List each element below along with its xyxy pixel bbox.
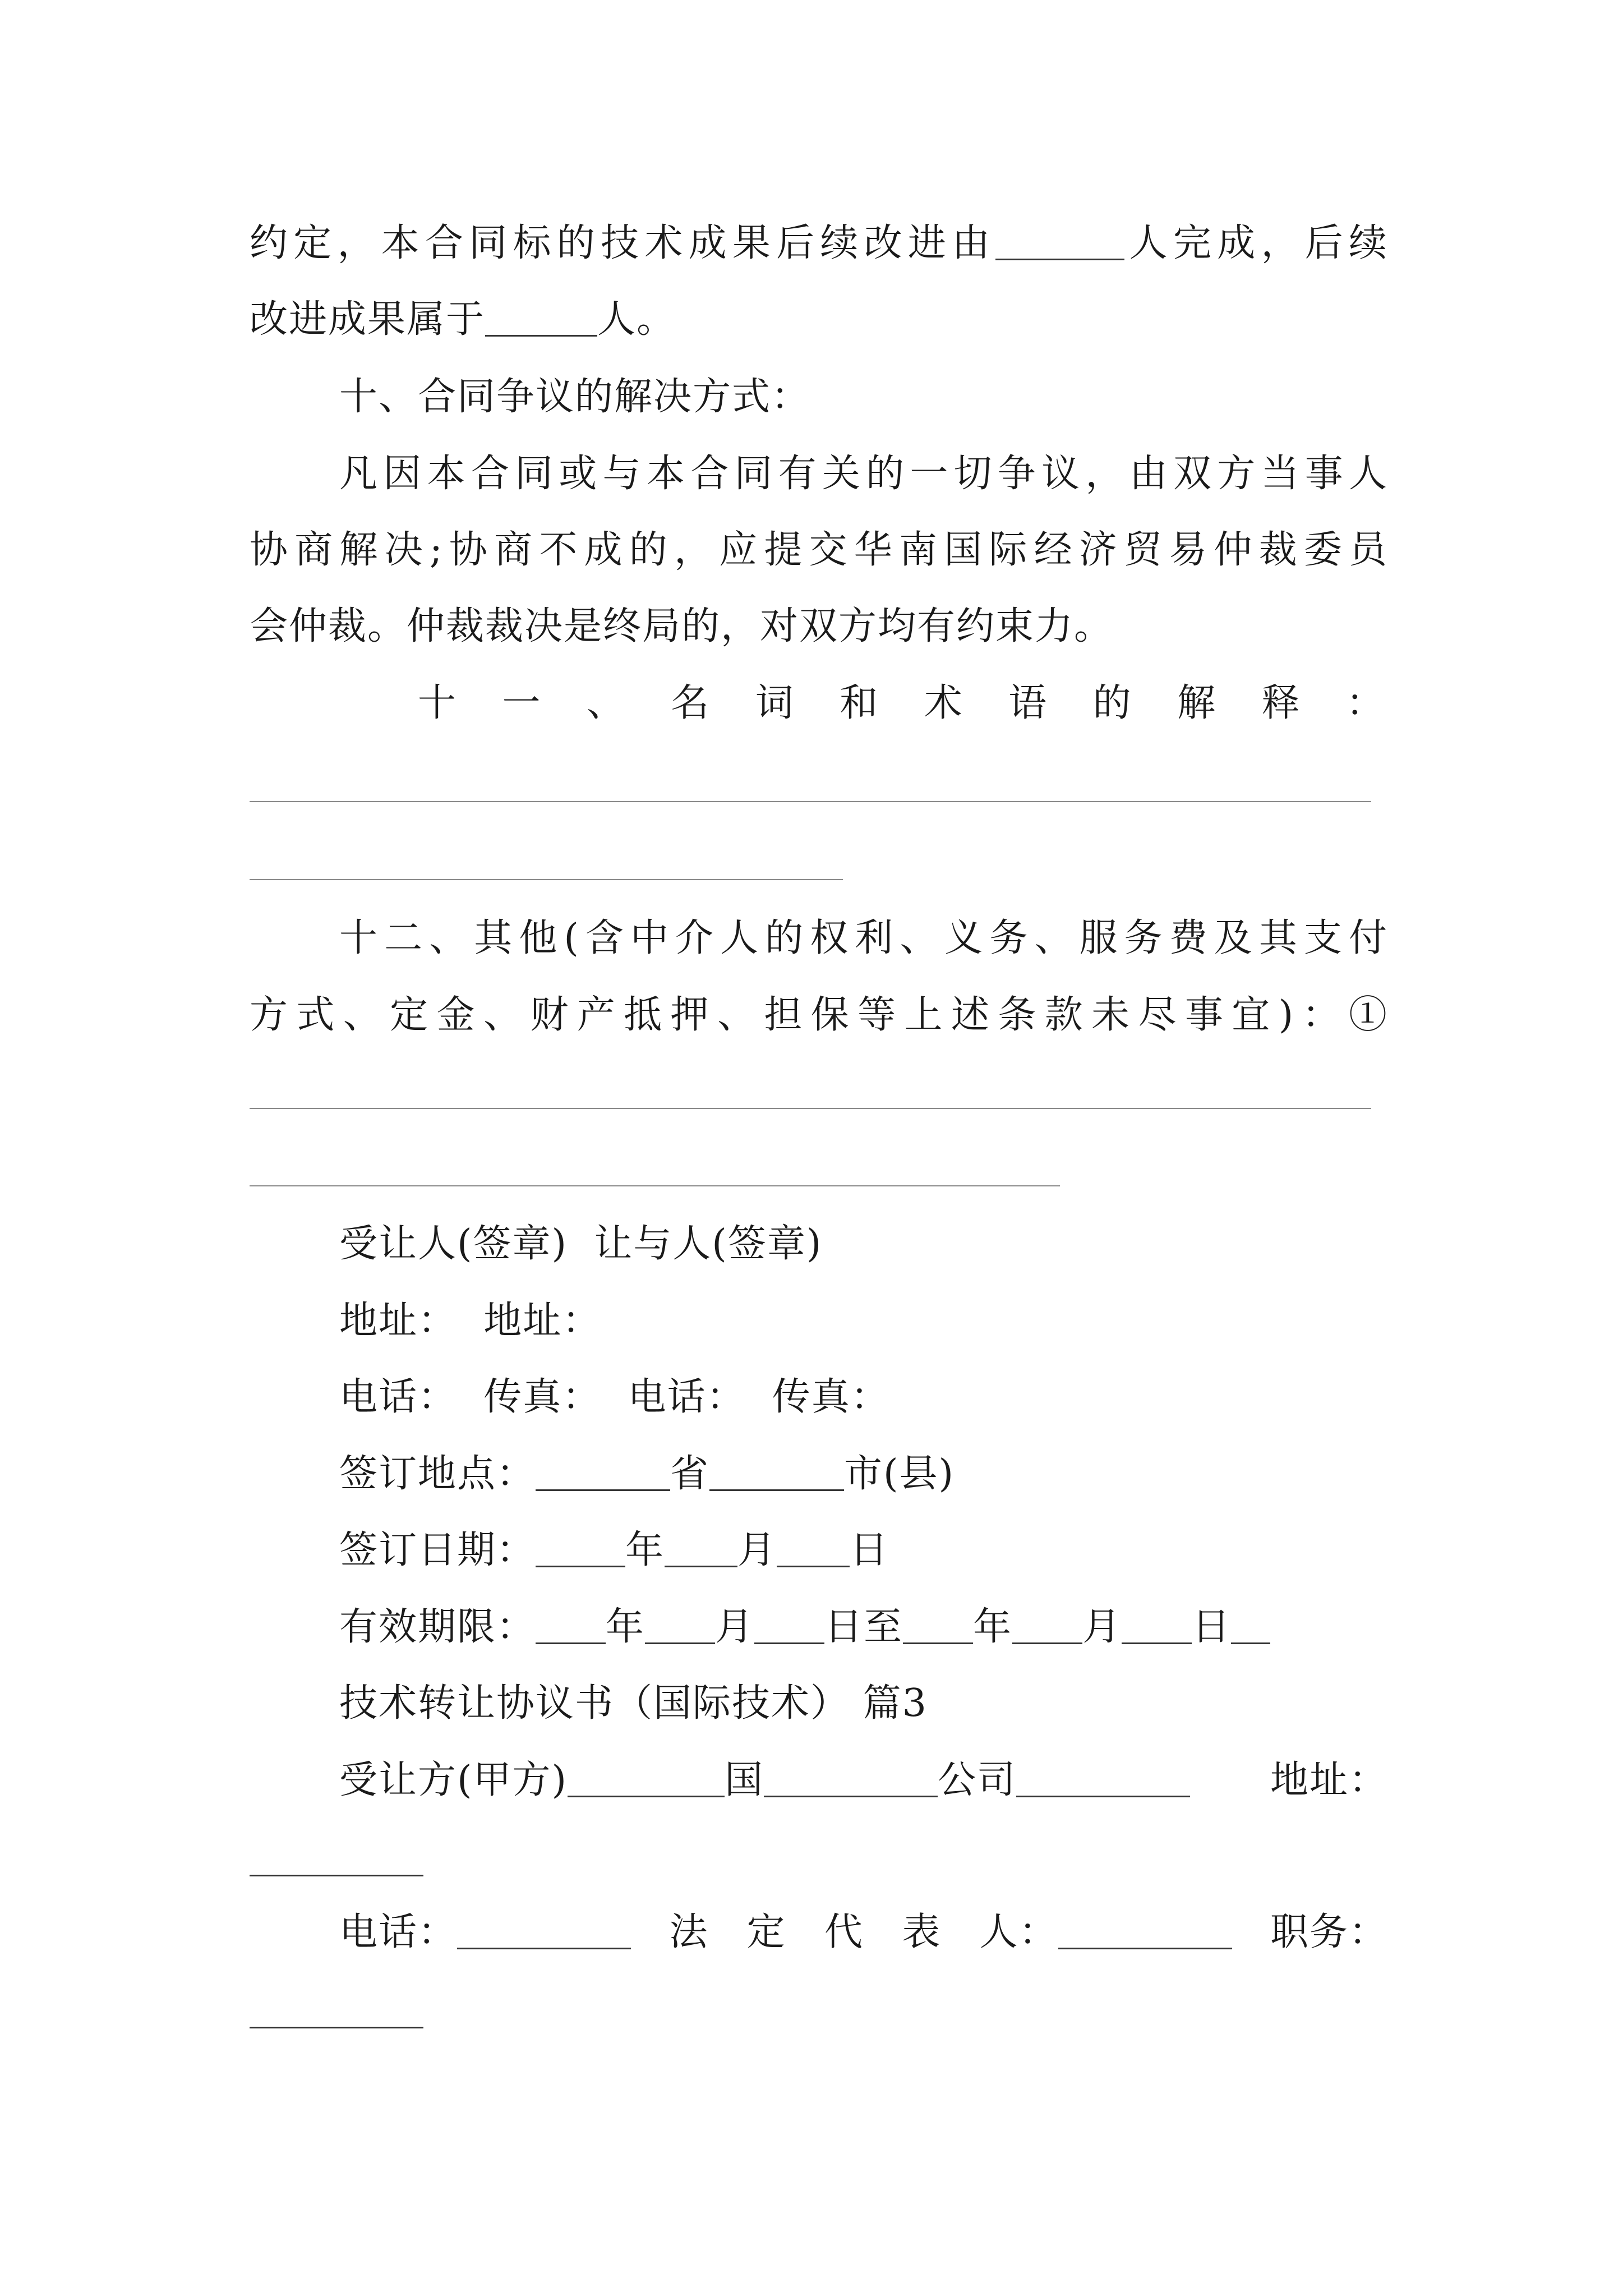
heading-char: 语: [1008, 681, 1048, 725]
text-segment: 日至: [824, 1605, 903, 1649]
heading-char: 词: [755, 681, 795, 725]
text-segment: 人完成，后续: [1124, 221, 1388, 265]
legal-rep-char: 表: [902, 1910, 942, 1954]
fill-blank: [754, 1609, 824, 1644]
section-10-body-line-3: 会仲裁。仲裁裁决是终局的，对双方均有约束力。: [250, 604, 1114, 648]
section-12-line-1: 十二、其他(含中介人的权利、义务、服务费及其支付: [339, 916, 1388, 960]
heading-char: 释: [1261, 681, 1301, 725]
text-segment: 国: [725, 1758, 764, 1802]
heading-char: ：: [1345, 681, 1385, 725]
fill-blank: [995, 225, 1124, 260]
legal-rep-group: [980, 1906, 1232, 1959]
heading-char: 和: [840, 681, 879, 725]
heading-char: 、: [586, 681, 626, 725]
legal-rep-char: 定: [746, 1910, 786, 1954]
section-11-fill-line-1: [250, 801, 1371, 802]
section-10-body-line-1: 凡因本合同或与本合同有关的一切争议，由双方当事人: [339, 452, 1388, 496]
text-segment: 日: [850, 1528, 889, 1572]
fill-blank: [536, 1609, 606, 1644]
signing-place-line: [250, 1447, 1388, 1501]
label: 受让方(甲方): [339, 1758, 568, 1802]
fill-blank: [536, 1456, 670, 1491]
fill-blank: [764, 1762, 938, 1797]
text-segment: 月: [737, 1528, 777, 1572]
section-12-fill-line-1: [250, 1108, 1371, 1109]
text-segment: 市(县): [844, 1452, 955, 1496]
heading-char: 名: [671, 681, 711, 725]
text-segment: 年: [606, 1605, 645, 1649]
fill-blank: [457, 1914, 631, 1949]
fill-blank: [1122, 1609, 1192, 1644]
text-segment: 日: [1192, 1605, 1232, 1649]
text-segment: 月: [1082, 1605, 1122, 1649]
validity-line: [250, 1600, 1388, 1654]
legal-rep-char: 代: [824, 1910, 864, 1954]
legal-rep-char: 法: [669, 1910, 709, 1954]
text-segment: 年: [973, 1605, 1013, 1649]
fill-blank: [665, 1532, 737, 1567]
fill-blank: [536, 1532, 625, 1567]
heading-char: 的: [1092, 681, 1132, 725]
phone-group: [339, 1906, 631, 1959]
label: 签订地点：: [339, 1452, 536, 1496]
text-segment: 公司: [938, 1758, 1017, 1802]
assignee-line: [250, 1754, 1388, 1807]
fill-blank: [709, 1456, 844, 1491]
section-11-fill-line-2: [250, 879, 843, 880]
section-12-line-2: 方式、定金、财产抵押、担保等上述条款未尽事宜)：①: [250, 993, 1388, 1037]
paragraph-9-line-1: [250, 217, 1388, 270]
text-segment: 人。: [597, 297, 676, 342]
fill-blank: [568, 1762, 725, 1797]
section-12-fill-line-2: [250, 1185, 1060, 1186]
text-segment: 月: [715, 1605, 755, 1649]
section-11-heading: [418, 677, 1385, 730]
section-10-heading: 十、合同争议的解决方式：: [339, 375, 811, 419]
position-label: 职务：: [1270, 1910, 1388, 1954]
heading-char: 一: [502, 681, 542, 725]
heading-char: 解: [1177, 681, 1217, 725]
fill-blank: [1058, 1914, 1232, 1949]
fill-blank: [903, 1609, 973, 1644]
address-fill-line: [250, 1875, 423, 1876]
phone-legal-rep-line: [250, 1906, 1388, 1959]
legal-rep-char: 人：: [979, 1910, 1058, 1954]
heading-char: 十: [418, 681, 458, 725]
fill-blank: [645, 1609, 715, 1644]
signing-date-line: [250, 1524, 1388, 1577]
text-segment: 约定，本合同标的技术成果后续改进由: [250, 221, 996, 265]
label: 有效期限：: [339, 1605, 536, 1649]
heading-char: 术: [924, 681, 963, 725]
label: 电话：: [339, 1910, 458, 1954]
address-line: 地址： 地址：: [339, 1299, 602, 1343]
text-segment: 省: [670, 1452, 710, 1496]
signers-line: 受让人(签章) 让与人(签章): [339, 1222, 823, 1266]
fill-blank: [777, 1532, 850, 1567]
article-3-title: 技术转让协议书（国际技术） 篇3: [339, 1681, 928, 1726]
phone-fax-line: 电话： 传真： 电话： 传真：: [339, 1375, 890, 1419]
label: 签订日期：: [339, 1528, 536, 1572]
text-segment: 年: [625, 1528, 665, 1572]
fill-blank: [1012, 1609, 1082, 1644]
position-fill-line: [250, 2027, 423, 2028]
text-segment: 改进成果属于: [250, 297, 486, 342]
paragraph-9-line-2: [250, 293, 1388, 347]
section-10-body-line-2: 协商解决;协商不成的，应提交华南国际经济贸易仲裁委员: [250, 528, 1388, 572]
fill-blank: [1231, 1609, 1270, 1644]
address-label: 地址：: [1270, 1758, 1388, 1802]
fill-blank: [485, 301, 597, 337]
fill-blank: [1016, 1762, 1190, 1797]
assignee-left: [339, 1754, 1190, 1807]
